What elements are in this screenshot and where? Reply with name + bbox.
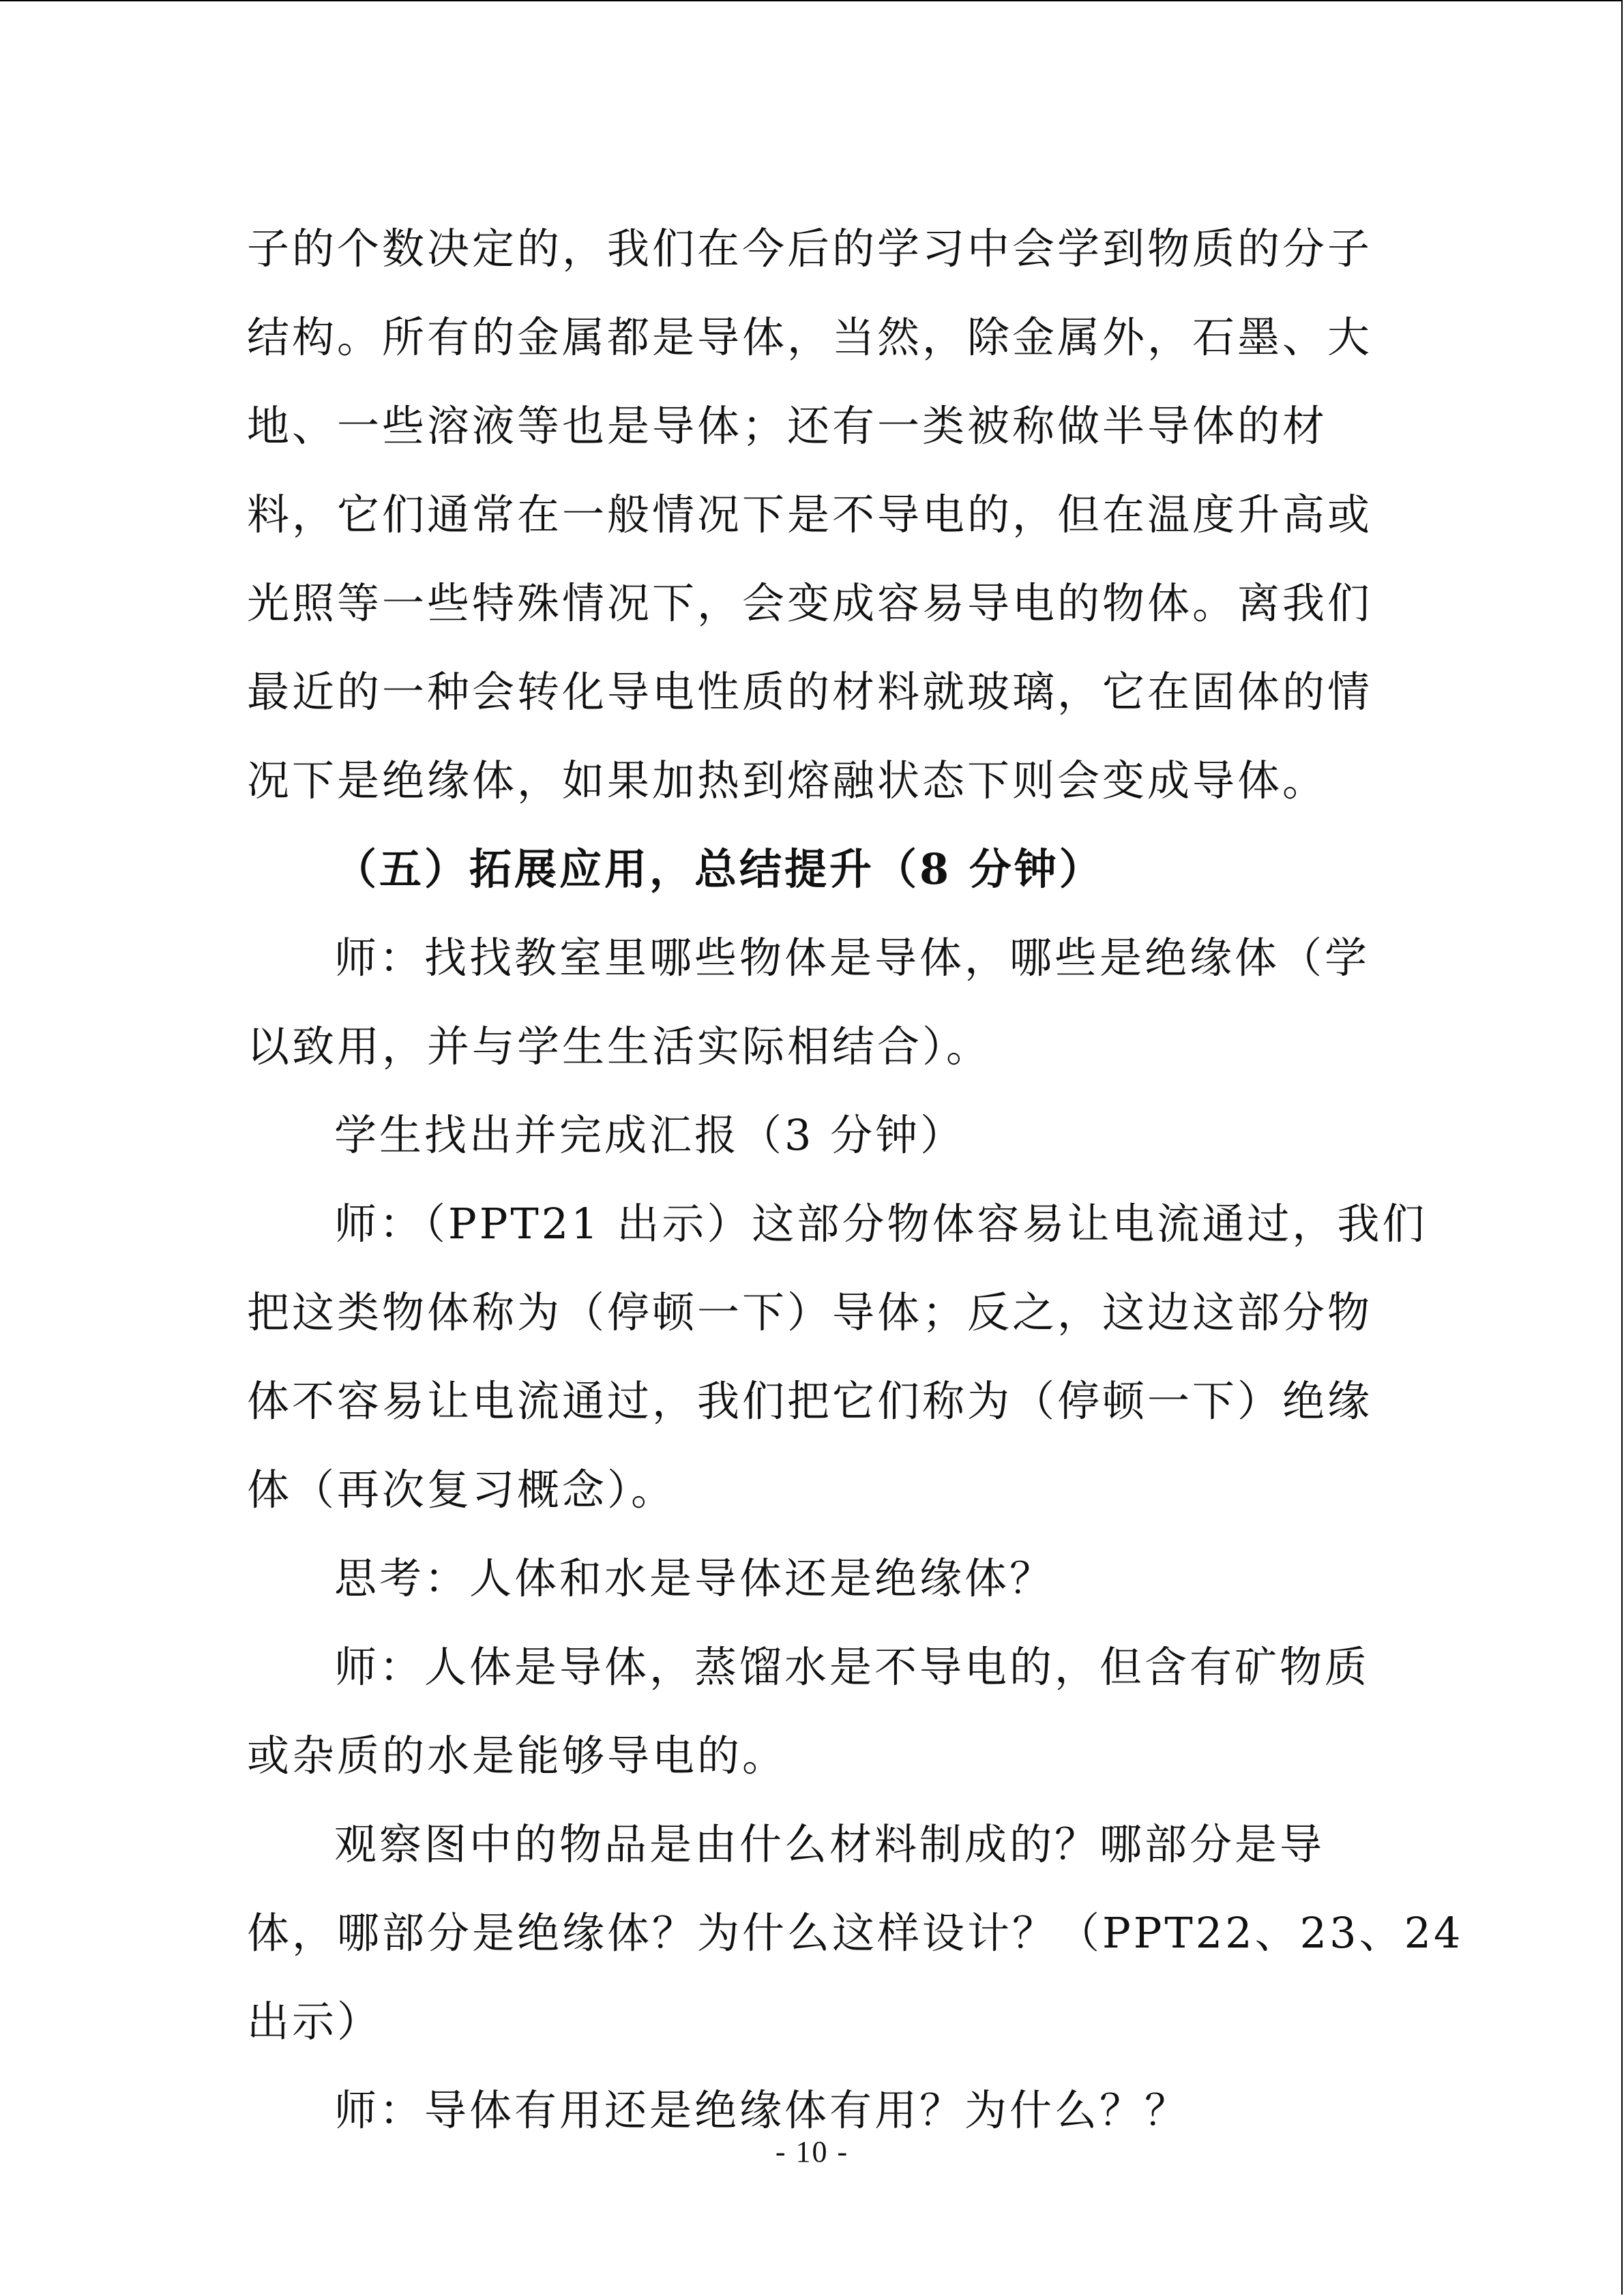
text-line: 师：人体是导体，蒸馏水是不导电的，但含有矿物质 bbox=[334, 1642, 1370, 1692]
text-line: 地、一些溶液等也是导体；还有一类被称做半导体的材 bbox=[247, 401, 1328, 451]
text-line: 出示） bbox=[247, 1997, 383, 2046]
text-line: 子的个数决定的，我们在今后的学习中会学到物质的分子 bbox=[247, 224, 1373, 273]
page-number: - 10 - bbox=[775, 2135, 849, 2168]
text-line: 体不容易让电流通过，我们把它们称为（停顿一下）绝缘 bbox=[247, 1376, 1373, 1426]
text-line: 学生找出并完成汇报（3 分钟） bbox=[334, 1110, 966, 1160]
text-line: 师：（PPT21 出示）这部分物体容易让电流通过，我们 bbox=[334, 1199, 1428, 1249]
section-heading: （五）拓展应用，总结提升（8 分钟） bbox=[334, 844, 1104, 894]
text-line: 体（再次复习概念）。 bbox=[247, 1465, 677, 1515]
text-line: 最近的一种会转化导电性质的材料就玻璃，它在固体的情 bbox=[247, 667, 1373, 717]
text-line: 思考：人体和水是导体还是绝缘体？ bbox=[334, 1553, 1055, 1603]
text-line: 师：导体有用还是绝缘体有用？为什么？？ bbox=[334, 2085, 1190, 2135]
text-line: 况下是绝缘体，如果加热到熔融状态下则会变成导体。 bbox=[247, 756, 1328, 805]
document-body bbox=[247, 205, 1464, 2155]
text-line: 师：找找教室里哪些物体是导体，哪些是绝缘体（学 bbox=[334, 933, 1370, 983]
text-line: 观察图中的物品是由什么材料制成的？哪部分是导 bbox=[334, 1819, 1325, 1869]
text-line: 体，哪部分是绝缘体？为什么这样设计？（PPT22、23、24 bbox=[247, 1908, 1464, 1958]
text-line: 以致用，并与学生生活实际相结合）。 bbox=[247, 1022, 992, 1071]
text-line: 光照等一些特殊情况下，会变成容易导电的物体。离我们 bbox=[247, 578, 1373, 628]
text-line: 料，它们通常在一般情况下是不导电的，但在温度升高或 bbox=[247, 490, 1373, 539]
text-line: 结构。所有的金属都是导体，当然，除金属外，石墨、大 bbox=[247, 312, 1373, 362]
text-line: 或杂质的水是能够导电的。 bbox=[247, 1731, 788, 1780]
text-line: 把这类物体称为（停顿一下）导体；反之，这边这部分物 bbox=[247, 1287, 1373, 1337]
